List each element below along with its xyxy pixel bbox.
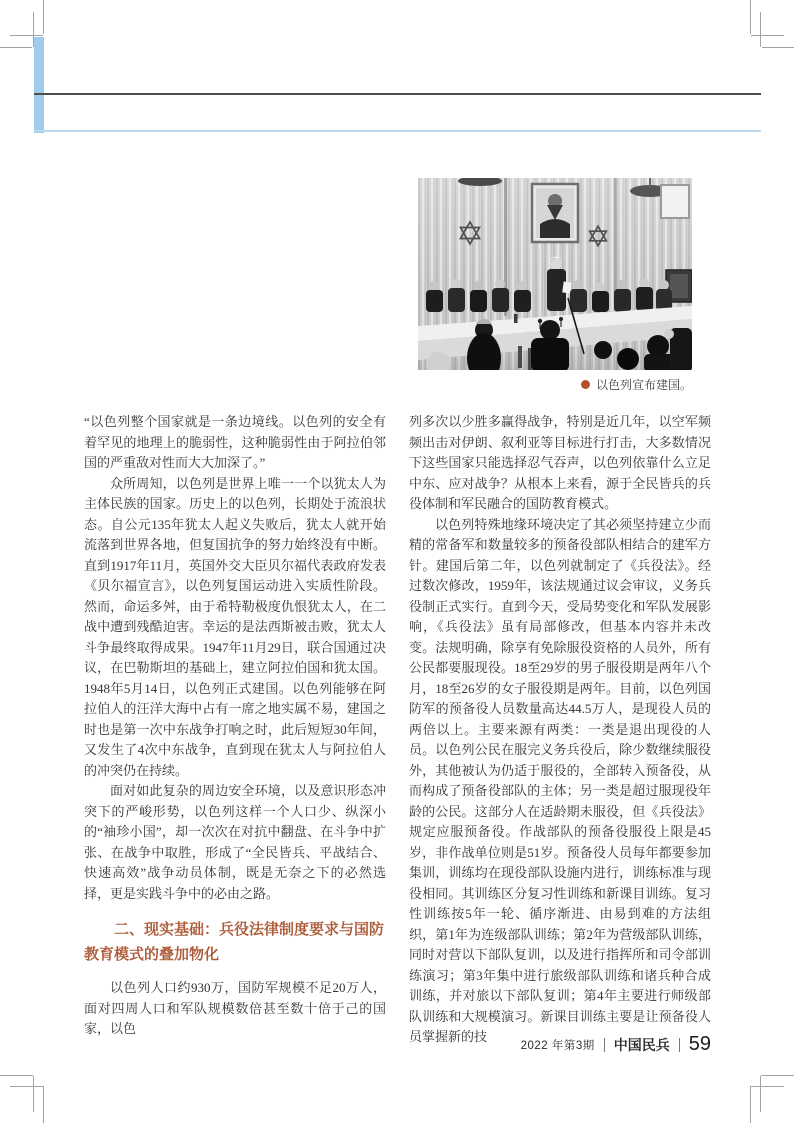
crop-mark xyxy=(0,47,32,48)
article-photo xyxy=(418,178,692,370)
photo-illustration xyxy=(418,178,692,370)
footer-magazine-title: 中国民兵 xyxy=(613,1036,670,1053)
crop-mark xyxy=(43,1087,44,1123)
paragraph: 列多次以少胜多赢得战争，特别是近几年，以空军频频出击对伊朗、叙利亚等目标进行打击，大多数情况下这些国家只能选择忍气吞声，以色列依靠什么立足中东、应对战争？从根本上来看，源于全民皆兵的兵役体制和军民融合的国防教育模式。 xyxy=(409,414,711,511)
footer-issue: 2022 年第3期 xyxy=(520,1039,595,1052)
footer-divider xyxy=(679,1038,680,1052)
paragraph: 面对如此复杂的周边安全环境，以及意识形态冲突下的严峻形势，以色列这样一个人口少、纵深小的“袖珍小国”，却一次次在对抗中翻盘、在斗争中扩张、在战争中取胜，形成了“全民皆兵、平战结合、快速高效”战争动员体制，既是无奈之下的必然选择，更是实践斗争中的必由之路。 xyxy=(84,783,386,901)
crop-mark xyxy=(33,1076,34,1112)
crop-mark xyxy=(760,1076,761,1112)
paragraph: 以色列特殊地缘环境决定了其必须坚持建立少而精的常备军和数量较多的预备役部队相结合的建军方针。建国后第二年，以色列就制定了《兵役法》。经过数次修改，1959年，该法规通过议会审议，义务兵役制正式实行。直到今天，受局势变化和军队发展影响，《兵役法》虽有局部修改，但基本内容并未改变。法规明确，除享有免除服役资格的人员外，所有公民都要服现役。18至29岁的男子服役期是两年八个月，18至26岁的女子服役期是两年。目前，以色列国防军的预备役人员数量高达44.5万人，是现役人员的两倍以上。主要来源有两类：一类是退出现役的人员。以色列公民在服完义务兵役后，除少数继续服役外，其他被认为仍适于服役的，全部转入预备役，从而构成了预备役部队的主体；另一类是超过服现役年龄的公民。这部分人在适龄期未服役，但《兵役法》规定应服预备役。作战部队的预备役服役上限是45岁，非作战单位则是51岁。预备役人员每年都要参加集训，训练均在现役部队设施内进行，训练标准与现役相同。其训练区分复习性训练和新课目训练。复习性训练按5年一轮、循序渐进、由易到难的方法组织，第1年为连级部队训练；第2年为营级部队训练，同时对营以下部队复训，以及进行指挥所和司令部训练演习；第3年集中进行旅级部队训练和诸兵种合成训练，并对旅以下部队复训；第4年主要进行师级部队训练和大规模演习。新课目训练主要是让预备役人员掌握新的技 xyxy=(409,516,711,1044)
paragraph: 众所周知，以色列是世界上唯一一个以犹太人为主体民族的国家。历史上的以色列，长期处于流浪状态。自公元135年犹太人起义失败后，犹太人就开始流落到世界各地，但复国抗争的努力始终没有中断。直到1917年11月，英国外交大臣贝尔福代表政府发表《贝尔福宣言》，以色列复国运动进入实质性阶段。然而，命运多舛，由于希特勒极度仇恨犹太人，在二战中遭到残酷迫害。幸运的是法西斯被击败，犹太人斗争最终取得成果。1947年11月29日，联合国通过决议，在巴勒斯坦的基础上，建立阿拉伯国和犹太国。1948年5月14日，以色列正式建国。以色列能够在阿拉伯人的汪洋大海中占有一席之地实属不易，建国之时也是第一次中东战争打响之时，此后短短30年间，又发生了4次中东战争，直到现在犹太人与阿拉伯人的冲突仍在持续。 xyxy=(84,475,386,778)
section-heading: 二、现实基础：兵役法律制度要求与国防教育模式的叠加物化 xyxy=(84,921,385,963)
crop-mark xyxy=(762,47,794,48)
page-footer xyxy=(84,1033,711,1056)
crop-mark xyxy=(10,1086,44,1087)
crop-mark xyxy=(750,1086,784,1087)
footer-page-number: 59 xyxy=(688,1033,711,1055)
crop-mark xyxy=(43,0,44,34)
left-column xyxy=(84,412,386,1040)
crop-mark xyxy=(750,0,751,34)
crop-mark xyxy=(0,1075,33,1076)
paragraph: 以色列人口约930万，国防军规模不足20万人，面对四周人口和军队规模数倍甚至数十倍于己的国家，以色 xyxy=(84,980,386,1036)
paragraph: “以色列整个国家就是一条边境线。以色列的安全有着罕见的地理上的脆弱性，这种脆弱性由于阿拉伯邻国的严重敌对性而大大加深了。” xyxy=(84,414,386,470)
crop-mark xyxy=(751,35,784,36)
photo-caption xyxy=(409,376,692,393)
caption-bullet-icon xyxy=(581,380,590,389)
right-column xyxy=(409,412,711,1048)
footer-divider xyxy=(604,1038,605,1052)
photo-caption-text: 以色列宣布建国。 xyxy=(595,378,692,392)
crop-mark xyxy=(761,1075,794,1076)
crop-mark xyxy=(760,12,761,47)
header-rule-dark xyxy=(34,93,761,95)
accent-blue-bar xyxy=(34,37,44,133)
crop-mark xyxy=(10,35,43,36)
crop-mark xyxy=(750,1087,751,1123)
header-rule-blue xyxy=(34,130,761,132)
